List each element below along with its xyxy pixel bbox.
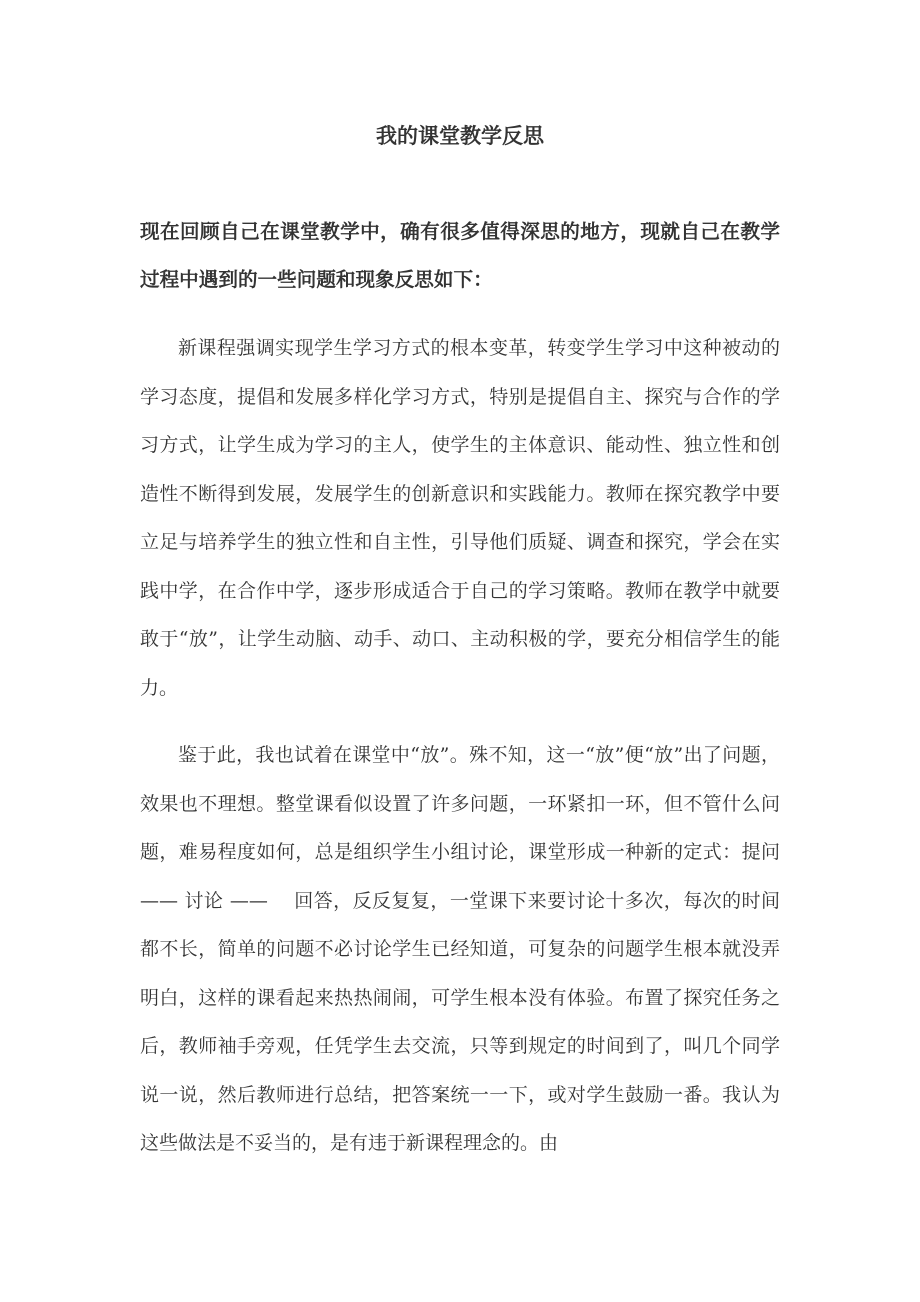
body-paragraph-2: 鉴于此，我也试着在课堂中“放”。殊不知，这一“放”便“放”出了问题，效果也不理想。整堂课看似设置了许多问题，一环紧扣一环，但不管什么问题，难易程度如何，总是组织学生小组讨论，课堂形成一种新的定式：提问—— 讨论 —— 回答，反反复复，一堂课下来要讨论十多次，每次的时间都不长，简单的问题不必讨论学生已经知道，可复杂的问题学生根本就没弄明白，这样的课看起来热热闹闹，可学生根本没有体验。布置了探究任务之后，教师袖手旁观，任凭学生去交流，只等到规定的时间到了，叫几个同学说一说，然后教师进行总结，把答案统一一下，或对学生鼓励一番。我认为这些做法是不妥当的，是有违于新课程理念的。由: [140, 744, 780, 1154]
lead-paragraph: 现在回顾自己在课堂教学中，确有很多值得深思的地方，现就自己在教学过程中遇到的一些问题和现象反思如下：: [140, 220, 780, 291]
document-title: 我的课堂教学反思: [376, 123, 544, 148]
body-paragraph-1: 新课程强调实现学生学习方式的根本变革，转变学生学习中这种被动的学习态度，提倡和发展多样化学习方式，特别是提倡自主、探究与合作的学习方式，让学生成为学习的主人，使学生的主体意识、能动性、独立性和创造性不断得到发展，发展学生的创新意识和实践能力。教师在探究教学中要立足与培养学生的独立性和自主性，引导他们质疑、调查和探究，学会在实践中学，在合作中学，逐步形成适合于自己的学习策略。教师在教学中就要敢于“放”，让学生动脑、动手、动口、主动积极的学，要充分相信学生的能力。: [140, 337, 780, 699]
